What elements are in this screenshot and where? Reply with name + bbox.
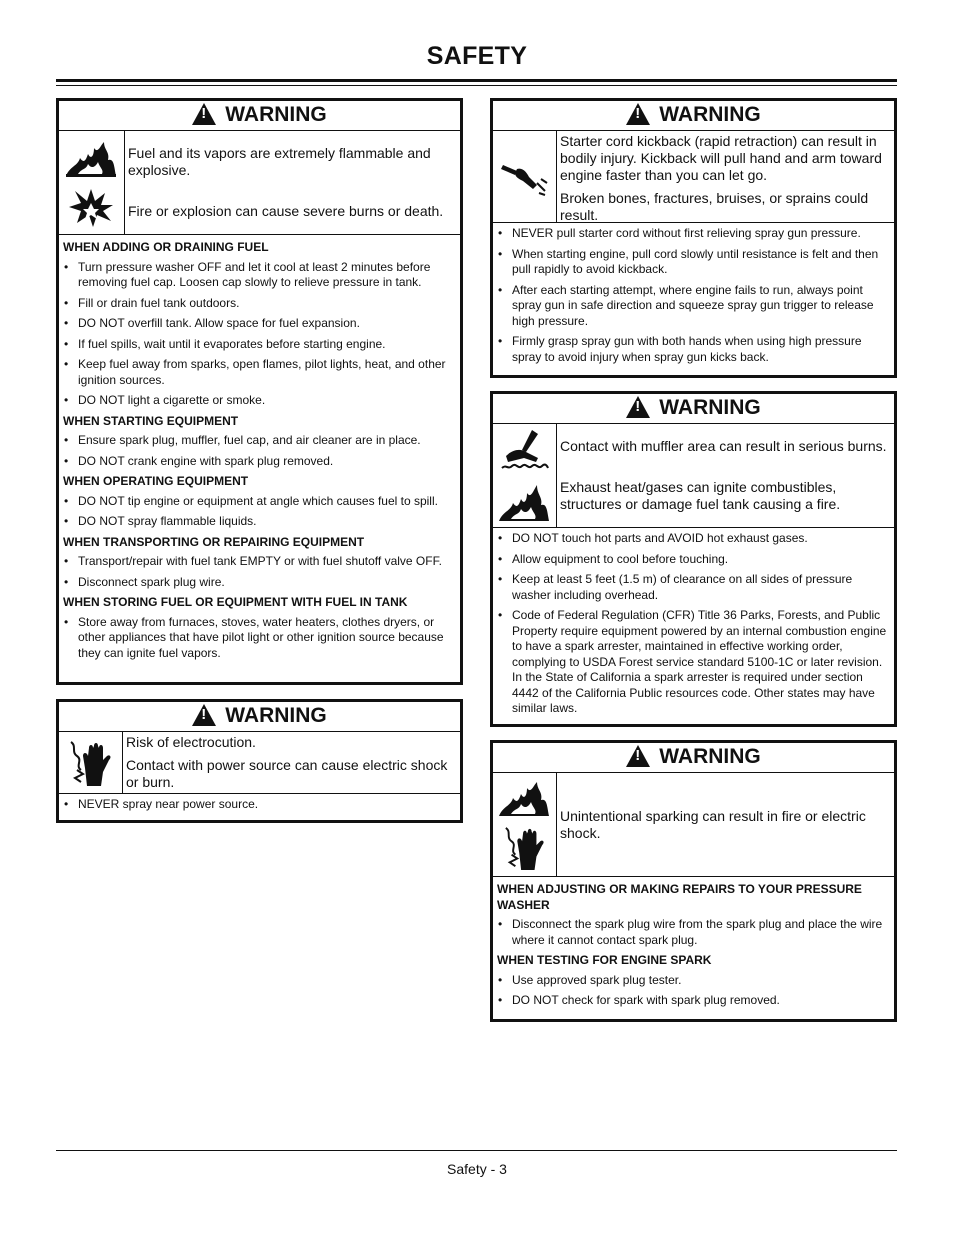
hot-surface-icon <box>498 428 550 472</box>
warning-box-muffler <box>490 391 897 727</box>
list-item: • Code of Federal Regulation (CFR) Title 36 Parks, Forests, and Public Property require equipment powered by an internal combustion engine to have a spark arrester, maintained in effective working order, complying to USDA Forest service standard 5100-1C or later revision. In the State of California a spark arrester is required under section 4442 of the California Public resources code. Other states may have similar laws. <box>497 608 890 717</box>
list-item: • DO NOT tip engine or equipment at angle which causes fuel to spill. <box>63 494 456 510</box>
fire-icon <box>497 776 551 818</box>
kickback-icon <box>499 157 549 197</box>
warning-heading: ! WARNING <box>492 742 895 773</box>
list-item: • Allow equipment to cool before touching. <box>497 552 890 568</box>
warning-triangle-icon <box>192 704 216 726</box>
hazard-panel <box>492 131 895 223</box>
hazard-panel <box>492 773 895 877</box>
instruction-list <box>492 223 895 365</box>
list-item: • DO NOT spray flammable liquids. <box>63 514 456 530</box>
list-item: • When starting engine, pull cord slowly until resistance is felt and then pull rapidly to avoid kickback. <box>497 247 890 278</box>
hazard-text: Contact with power source can cause electric shock or burn. <box>126 757 448 790</box>
list-item: • After each starting attempt, where engine fails to run, always point spray gun in safe direction and squeeze spray gun trigger to release high pressure. <box>497 283 890 330</box>
fire-icon <box>64 136 118 178</box>
section-heading: WHEN TESTING FOR ENGINE SPARK <box>497 953 712 967</box>
fire-icon <box>497 479 551 523</box>
hazard-panel <box>58 732 461 794</box>
section-heading: WHEN OPERATING EQUIPMENT <box>63 474 249 488</box>
instruction-list <box>58 794 461 813</box>
warning-triangle-icon <box>626 396 650 418</box>
list-item: • If fuel spills, wait until it evaporates before starting engine. <box>63 337 456 353</box>
hazard-text: Starter cord kickback (rapid retraction) can result in bodily injury. Kickback will pull hand and arm toward engine faster than you can let go. <box>560 133 882 183</box>
list-item: • Disconnect the spark plug wire from the spark plug and place the wire where it cannot contact spark plug. <box>497 917 890 948</box>
page-title: SAFETY <box>426 42 528 70</box>
list-item: • DO NOT touch hot parts and AVOID hot exhaust gases. <box>497 531 890 547</box>
instruction-list <box>58 235 461 661</box>
warning-box-electrocution <box>56 699 463 823</box>
list-item: • DO NOT check for spark with spark plug removed. <box>497 993 890 1009</box>
list-item: • Ensure spark plug, muffler, fuel cap, and air cleaner are in place. <box>63 433 456 449</box>
list-item: • Use approved spark plug tester. <box>497 973 890 989</box>
hazard-text: Fire or explosion can cause severe burns or death. <box>128 203 444 219</box>
hazard-text: Unintentional sparking can result in fire or electric shock. <box>560 807 866 841</box>
electric-shock-icon <box>67 738 113 788</box>
list-item: • Firmly grasp spray gun with both hands when using high pressure spray to avoid injury when spray gun kicks back. <box>497 334 890 365</box>
section-heading: WHEN STORING FUEL OR EQUIPMENT WITH FUEL IN TANK <box>63 595 408 609</box>
warning-heading: ! WARNING <box>58 701 461 732</box>
hazard-text: Risk of electrocution. <box>126 734 256 750</box>
page-footer: Safety - 3 <box>447 1161 507 1177</box>
warning-box-fuel <box>56 98 463 685</box>
warning-box-kickback <box>490 98 897 378</box>
hazard-panel <box>492 424 895 528</box>
instruction-list <box>492 877 895 1009</box>
list-item: • Keep fuel away from sparks, open flames, pilot lights, heat, and other ignition sources. <box>63 357 456 388</box>
explosion-icon <box>67 187 115 229</box>
warning-box-sparking <box>490 740 897 1022</box>
list-item: • Disconnect spark plug wire. <box>63 575 456 591</box>
list-item: • NEVER pull starter cord without first relieving spray gun pressure. <box>497 226 890 242</box>
title-rule-thin <box>56 85 897 86</box>
list-item: • Keep at least 5 feet (1.5 m) of clearance on all sides of pressure washer including overhead. <box>497 572 890 603</box>
section-heading: WHEN STARTING EQUIPMENT <box>63 413 239 428</box>
section-heading: WHEN ADJUSTING OR MAKING REPAIRS TO YOUR PRESSURE WASHER <box>497 882 862 912</box>
section-heading: WHEN ADDING OR DRAINING FUEL <box>63 240 269 254</box>
list-item: • Fill or drain fuel tank outdoors. <box>63 296 456 312</box>
hazard-panel <box>58 131 461 235</box>
hazard-text: Contact with muffler area can result in serious burns. <box>560 438 887 454</box>
list-item: • Store away from furnaces, stoves, water heaters, clothes dryers, or other appliances that have pilot light or other ignition source because they can ignite fuel vapors. <box>63 615 456 662</box>
warning-triangle-icon <box>192 103 216 125</box>
list-item: • DO NOT light a cigarette or smoke. <box>63 393 456 409</box>
section-heading: WHEN TRANSPORTING OR REPAIRING EQUIPMENT <box>63 534 365 549</box>
list-item: • Turn pressure washer OFF and let it cool at least 2 minutes before removing fuel cap. Loosen cap slowly to relieve pressure in tank. <box>63 260 456 291</box>
title-rule <box>56 79 897 82</box>
warning-heading: ! WARNING <box>58 100 461 131</box>
warning-triangle-icon <box>626 103 650 125</box>
warning-triangle-icon <box>626 745 650 767</box>
warning-heading: ! WARNING <box>492 393 895 424</box>
list-item: • DO NOT overfill tank. Allow space for fuel expansion. <box>63 316 456 332</box>
hazard-text: Exhaust heat/gases can ignite combustibles, structures or damage fuel tank causing a fire. <box>560 479 841 512</box>
instruction-list <box>492 528 895 717</box>
list-item: • DO NOT crank engine with spark plug removed. <box>63 454 456 470</box>
footer-rule <box>56 1150 897 1151</box>
list-item: • Transport/repair with fuel tank EMPTY or with fuel shutoff valve OFF. <box>63 554 456 570</box>
electric-shock-icon <box>502 823 546 873</box>
list-item: • NEVER spray near power source. <box>63 797 456 813</box>
hazard-text: Fuel and its vapors are extremely flammable and explosive. <box>128 145 431 178</box>
hazard-text: Broken bones, fractures, bruises, or sprains could result. <box>560 190 869 223</box>
warning-heading: ! WARNING <box>492 100 895 131</box>
